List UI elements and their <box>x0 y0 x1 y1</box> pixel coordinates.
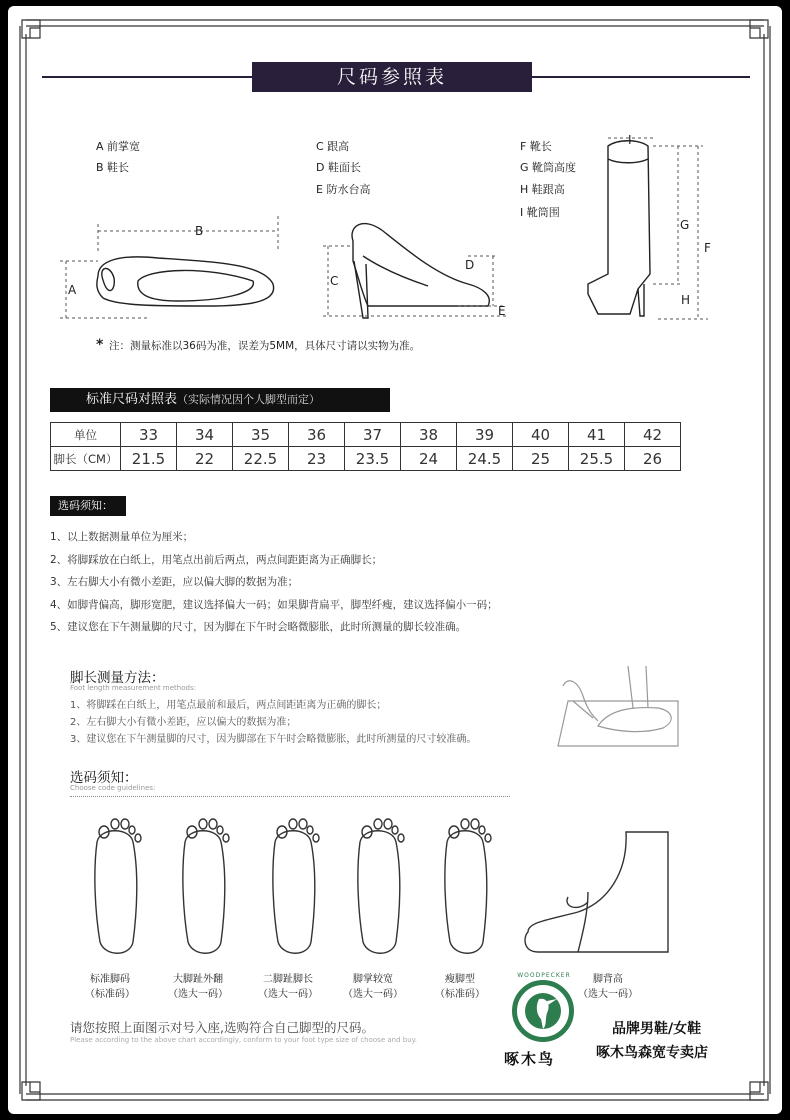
length-cell: 25 <box>513 447 569 471</box>
brand-name: 啄木鸟 <box>504 1050 556 1068</box>
note-star: * <box>96 337 104 353</box>
length-cell: 21.5 <box>121 447 177 471</box>
letter-d: D <box>465 258 475 272</box>
length-cell: 24.5 <box>457 447 513 471</box>
length-cell: 23.5 <box>345 447 401 471</box>
size-row <box>51 423 681 447</box>
footer-instruction-en: Please according to the above chart accordingly, conform to your foot type size of choose and buy. <box>70 1036 418 1044</box>
footer-instruction: 请您按照上面图示对号入座,选购符合自己脚型的尺码。 <box>70 1020 374 1035</box>
length-cell: 26 <box>625 447 681 471</box>
foot-type-advice: （选大一码） <box>258 989 318 1000</box>
letter-b: B <box>195 224 204 238</box>
shop-line-2: 啄木鸟森宽专卖店 <box>596 1045 708 1061</box>
flat-shoe-diagram <box>48 206 288 326</box>
row-label: 单位 <box>51 423 121 447</box>
letter-c: C <box>330 274 339 288</box>
tip-item: 3、左右脚大小有微小差距，应以偏大脚的数据为准； <box>50 576 299 588</box>
method-item: 1、将脚踩在白纸上，用笔点最前和最后，两点间距距离为正确的脚长； <box>70 700 387 711</box>
foot-illustration <box>425 802 505 962</box>
size-cell: 34 <box>177 423 233 447</box>
length-row <box>51 447 681 471</box>
foot-measuring-illustration <box>548 656 698 756</box>
size-table <box>50 422 681 471</box>
legend-g: G 靴筒高度 <box>520 161 577 174</box>
legend-h: H 鞋跟高 <box>520 183 565 196</box>
guide-subheading: Choose code guidelines: <box>70 784 156 792</box>
size-chart-page <box>8 6 782 1114</box>
foot-type-advice: （标准码） <box>85 989 135 1000</box>
legend-c: C 跟高 <box>316 140 350 153</box>
tip-item: 2、将脚踩放在白纸上，用笔点出前后两点，两点间距距离为正确脚长； <box>50 553 383 566</box>
size-cell: 33 <box>121 423 177 447</box>
foot-type-advice: （选大一码） <box>578 989 638 1000</box>
size-cell: 35 <box>233 423 289 447</box>
size-cell: 42 <box>625 423 681 447</box>
letter-f: F <box>704 241 711 255</box>
foot-illustration <box>253 802 333 962</box>
length-cell: 24 <box>401 447 457 471</box>
method-subheading: Foot length measurement methods: <box>70 684 196 692</box>
letter-h: H <box>681 293 691 307</box>
foot-type-advice: （标准码） <box>435 989 485 1000</box>
brand-logo <box>512 980 574 1042</box>
foot-illustration <box>338 802 418 962</box>
length-cell: 23 <box>289 447 345 471</box>
length-cell: 25.5 <box>569 447 625 471</box>
method-item: 3、建议您在下午测量脚的尺寸，因为脚部在下午时会略微膨胀，此时所测量的尺寸较准确。 <box>70 734 477 745</box>
length-cell: 22.5 <box>233 447 289 471</box>
title-rule-right <box>532 76 750 78</box>
tips-heading: 选码须知： <box>50 496 126 516</box>
legend-e: E 防水台高 <box>316 183 371 196</box>
tip-item: 5、建议您在下午测量脚的尺寸，因为脚在下午时会略微膨胀，此时所测量的脚长较准确。 <box>50 621 467 633</box>
heel-shoe-diagram <box>308 206 518 326</box>
legend-f: F 靴长 <box>520 140 552 153</box>
foot-illustration <box>75 802 155 962</box>
size-table-title: 标准尺码对照表 <box>86 392 178 407</box>
shop-line-1: 品牌男鞋/女鞋 <box>612 1021 702 1037</box>
tip-item: 1、以上数据测量单位为厘米； <box>50 531 194 543</box>
letter-a: A <box>68 283 77 297</box>
foot-type-label: 脚掌较宽 <box>353 974 393 985</box>
foot-type-label: 脚背高 <box>593 974 623 985</box>
foot-type-advice: （选大一码） <box>343 989 403 1000</box>
title-rule-left <box>42 76 252 78</box>
size-cell: 39 <box>457 423 513 447</box>
foot-type-label: 二脚趾脚长 <box>263 974 313 985</box>
guide-divider <box>70 796 510 797</box>
row-label: 脚长（CM） <box>51 447 121 471</box>
boot-diagram <box>568 124 728 324</box>
size-table-heading <box>50 388 390 412</box>
letter-e: E <box>498 304 506 318</box>
guide-heading: 选码须知： <box>70 770 138 786</box>
legend-d: D 鞋面长 <box>316 161 361 174</box>
foot-type-label: 标准脚码 <box>90 974 130 985</box>
legend-a: A 前掌宽 <box>96 140 141 153</box>
foot-type-label: 瘦脚型 <box>445 974 475 985</box>
size-cell: 41 <box>569 423 625 447</box>
letter-i: I <box>628 133 632 147</box>
legend-i: I 靴筒围 <box>520 206 560 219</box>
page-title: 尺码参照表 <box>252 62 532 92</box>
method-heading: 脚长测量方法： <box>70 670 165 686</box>
size-cell: 38 <box>401 423 457 447</box>
letter-g: G <box>680 218 690 232</box>
measurement-note: 注：测量标准以36码为准，误差为5MM，具体尺寸请以实物为准。 <box>109 340 421 352</box>
logo-ring-text: WOODPECKER <box>517 972 571 979</box>
size-cell: 37 <box>345 423 401 447</box>
size-table-subtitle: （实际情况因个人脚型而定） <box>177 393 321 406</box>
method-item: 2、左右脚大小有微小差距，应以偏大的数据为准； <box>70 717 297 728</box>
woodpecker-icon <box>517 985 569 1037</box>
foot-type-advice: （选大一码） <box>168 989 228 1000</box>
size-cell: 36 <box>289 423 345 447</box>
length-cell: 22 <box>177 447 233 471</box>
size-cell: 40 <box>513 423 569 447</box>
tip-item: 4、如脚背偏高，脚形宽肥，建议选择偏大一码；如果脚背扁平，脚型纤瘦，建议选择偏小一码； <box>50 598 498 611</box>
foot-type-label: 大脚趾外翻 <box>173 974 223 985</box>
foot-illustration <box>508 802 678 962</box>
legend-b: B 鞋长 <box>96 161 130 174</box>
foot-illustration <box>163 802 243 962</box>
